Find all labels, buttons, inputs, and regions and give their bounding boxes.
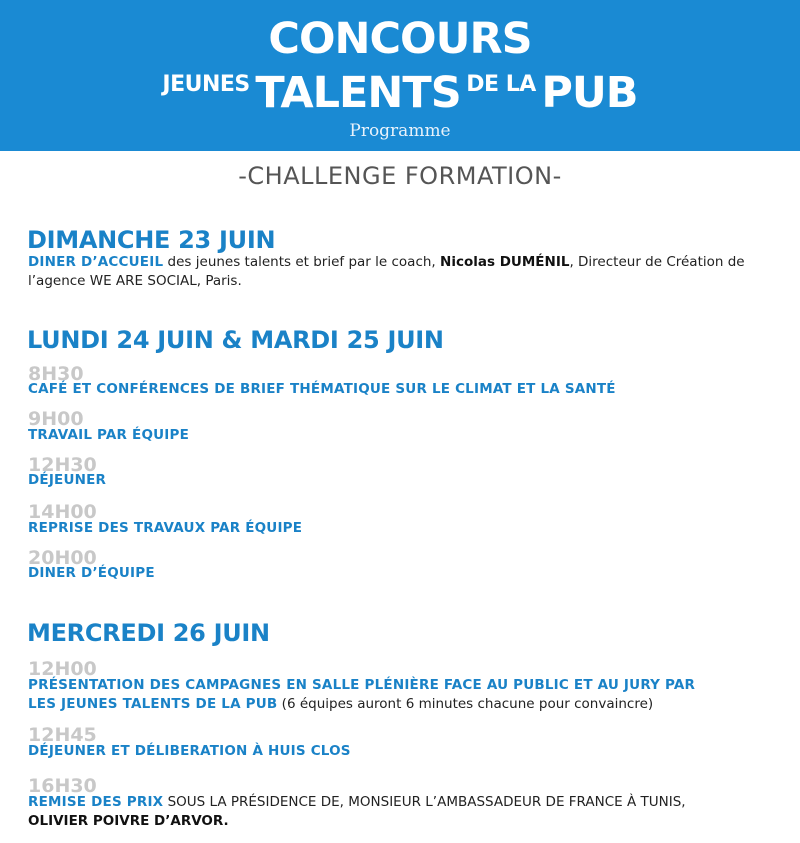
logo-jeunes: JEUNES [162,72,250,97]
header-subtitle: Programme [349,121,451,141]
schedule-time: 16H30 [28,775,97,797]
schedule-text: SOUS LA PRÉSIDENCE DE, MONSIEUR L’AMBASSADEUR DE FRANCE À TUNIS, [163,794,686,810]
event-text: des jeunes talents et brief par le coach, [163,254,441,270]
event-label: DINER D’ACCUEIL [28,254,164,270]
schedule-time: 12H45 [28,724,97,746]
day-title-sunday: DIMANCHE 23 JUIN [27,226,276,254]
day1-description [28,253,778,291]
schedule-label: TRAVAIL PAR ÉQUIPE [28,427,190,443]
schedule-item [28,742,778,761]
schedule-label: REPRISE DES TRAVAUX PAR ÉQUIPE [28,520,303,536]
header-banner [0,0,800,151]
schedule-item [28,380,778,399]
schedule-label: DÉJEUNER ET DÉLIBERATION À HUIS CLOS [28,743,351,759]
schedule-time: 9H00 [28,408,84,430]
logo-de-la: DE LA [466,72,536,97]
day-title-wednesday: MERCREDI 26 JUIN [27,619,270,647]
section-title: -CHALLENGE FORMATION- [238,162,562,190]
schedule-item [28,676,778,714]
ambassador-name: OLIVIER POIVRE D’ARVOR. [28,813,229,829]
logo-line-talents [0,60,800,127]
schedule-item [28,471,778,490]
schedule-time: 12H30 [28,454,97,476]
schedule-label: PRÉSENTATION DES CAMPAGNES EN SALLE PLÉNIÈRE FACE AU PUBLIC ET AU JURY PAR [28,677,696,693]
schedule-item [28,564,778,583]
schedule-item [28,793,778,831]
schedule-item [28,519,778,538]
schedule-label: CAFÉ ET CONFÉRENCES DE BRIEF THÉMATIQUE SUR LE CLIMAT ET LA SANTÉ [28,381,616,397]
schedule-note: (6 équipes auront 6 minutes chacune pour convaincre) [277,696,654,712]
schedule-time: 14H00 [28,501,97,523]
logo-concours: CONCOURS [268,14,532,64]
logo-talents: TALENTS [255,68,461,118]
coach-name: Nicolas DUMÉNIL [440,254,570,270]
event-text: , Directeur de Création de l’agence WE ARE SOCIAL, Paris. [28,254,745,289]
day-title-monday-tuesday: LUNDI 24 JUIN & MARDI 25 JUIN [27,326,444,354]
schedule-time: 8H30 [28,363,84,385]
logo-pub: PUB [541,68,638,118]
schedule-time: 12H00 [28,658,97,680]
schedule-label: REMISE DES PRIX [28,794,164,810]
schedule-label: DÉJEUNER [28,472,107,488]
schedule-time: 20H00 [28,547,97,569]
schedule-item [28,426,778,445]
schedule-label: DINER D’ÉQUIPE [28,565,155,581]
schedule-label: LES JEUNES TALENTS DE LA PUB [28,696,278,712]
